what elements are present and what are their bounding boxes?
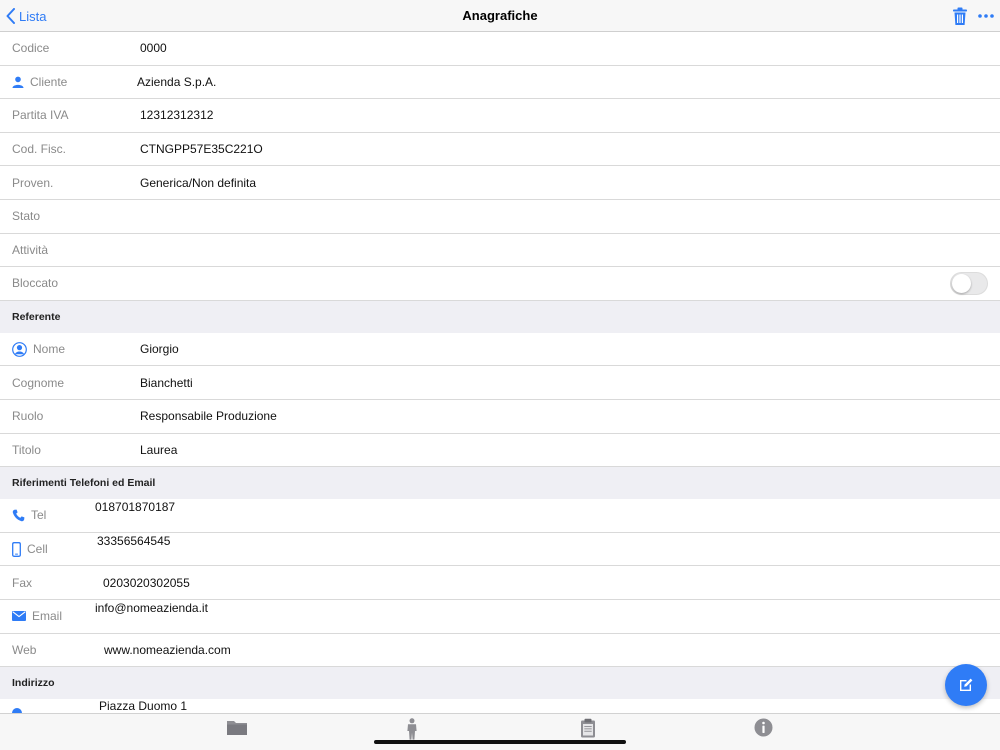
- field-label: Cod. Fisc.: [12, 142, 67, 157]
- field-label: Nome: [33, 342, 66, 357]
- field-row-attivita[interactable]: [0, 234, 1000, 268]
- field-label-wrapper: [12, 66, 67, 99]
- field-label: Cliente: [30, 74, 68, 89]
- phone-icon: [12, 509, 25, 522]
- compose-icon: [958, 677, 974, 693]
- field-value[interactable]: 33356564545: [97, 533, 171, 548]
- field-label: Partita IVA: [12, 108, 69, 123]
- field-label: Bloccato: [12, 276, 59, 291]
- field-row-email[interactable]: [0, 600, 1000, 634]
- section-header-indirizzo: Indirizzo: [0, 667, 1000, 699]
- field-label: Tel: [31, 508, 47, 523]
- field-value[interactable]: Responsabile Produzione: [140, 409, 277, 424]
- home-indicator: [374, 740, 626, 744]
- field-label-wrapper: [12, 499, 46, 532]
- section-header-referente: Referente: [0, 301, 1000, 333]
- field-label: Attività: [12, 242, 49, 257]
- ellipsis-icon: [977, 9, 995, 23]
- contact-circle-icon: [12, 342, 27, 357]
- field-row-cod-fisc[interactable]: [0, 133, 1000, 167]
- tab-clipboard[interactable]: [576, 718, 600, 742]
- field-label: Email: [32, 609, 63, 624]
- tab-person[interactable]: [400, 718, 424, 742]
- person-standing-icon: [406, 718, 418, 740]
- field-row-fax[interactable]: [0, 566, 1000, 600]
- field-label: Cell: [27, 542, 48, 557]
- field-row-cell[interactable]: [0, 533, 1000, 567]
- field-value[interactable]: info@nomeazienda.it: [95, 600, 208, 615]
- edit-button[interactable]: [945, 664, 987, 706]
- field-value[interactable]: www.nomeazienda.com: [104, 642, 231, 657]
- tab-folder[interactable]: [225, 718, 249, 742]
- info-icon: [754, 718, 773, 737]
- tab-bar: [0, 713, 1000, 750]
- field-value[interactable]: Giorgio: [140, 342, 179, 357]
- field-row-codice[interactable]: [0, 32, 1000, 66]
- field-label: Codice: [12, 41, 50, 56]
- field-value[interactable]: CTNGPP57E35C221O: [140, 142, 263, 157]
- field-label-wrapper: [12, 600, 62, 633]
- field-value[interactable]: Laurea: [140, 442, 178, 457]
- navigation-bar: [0, 0, 1000, 32]
- field-row-proven[interactable]: [0, 166, 1000, 200]
- bloccato-toggle[interactable]: [950, 272, 988, 295]
- field-row-titolo[interactable]: [0, 434, 1000, 468]
- field-label: Stato: [12, 209, 41, 224]
- field-row-web[interactable]: [0, 634, 1000, 668]
- clipboard-icon: [580, 718, 596, 738]
- back-button-label: Lista: [19, 8, 47, 24]
- field-label: Web: [12, 642, 37, 657]
- field-label: Titolo: [12, 442, 41, 457]
- field-label: Proven.: [12, 175, 54, 190]
- field-value[interactable]: 0203020302055: [103, 575, 190, 590]
- field-label-wrapper: [12, 533, 48, 566]
- field-label: Fax: [12, 575, 33, 590]
- mail-icon: [12, 611, 26, 621]
- section-header-contatti: Riferimenti Telefoni ed Email: [0, 467, 1000, 499]
- tab-info[interactable]: [751, 718, 775, 742]
- field-value[interactable]: Generica/Non definita: [140, 175, 257, 190]
- person-icon: [12, 76, 24, 88]
- field-row-bloccato: [0, 267, 1000, 301]
- folder-icon: [226, 718, 248, 736]
- mobile-icon: [12, 542, 21, 557]
- toggle-knob: [952, 274, 971, 293]
- field-value[interactable]: 0000: [140, 41, 167, 56]
- field-row-stato[interactable]: [0, 200, 1000, 234]
- field-row-tel[interactable]: [0, 499, 1000, 533]
- field-value[interactable]: Piazza Duomo 1: [99, 699, 188, 713]
- field-value[interactable]: 018701870187: [95, 500, 176, 515]
- field-row-indirizzo[interactable]: [0, 699, 1000, 713]
- field-row-partita-iva[interactable]: [0, 99, 1000, 133]
- field-row-nome[interactable]: [0, 333, 1000, 367]
- field-row-cognome[interactable]: [0, 366, 1000, 400]
- delete-button[interactable]: [952, 7, 968, 26]
- field-value[interactable]: Bianchetti: [140, 375, 193, 390]
- field-label: Ruolo: [12, 409, 44, 424]
- field-value[interactable]: Azienda S.p.A.: [137, 74, 217, 89]
- field-label-wrapper: [12, 333, 65, 366]
- field-row-cliente[interactable]: [0, 66, 1000, 100]
- form-content: [0, 32, 1000, 699]
- field-label: Cognome: [12, 375, 65, 390]
- page-title: Anagrafiche: [462, 8, 538, 23]
- field-row-ruolo[interactable]: [0, 400, 1000, 434]
- field-value[interactable]: 12312312312: [140, 108, 214, 123]
- more-options-button[interactable]: [977, 9, 995, 23]
- trash-icon: [952, 7, 968, 26]
